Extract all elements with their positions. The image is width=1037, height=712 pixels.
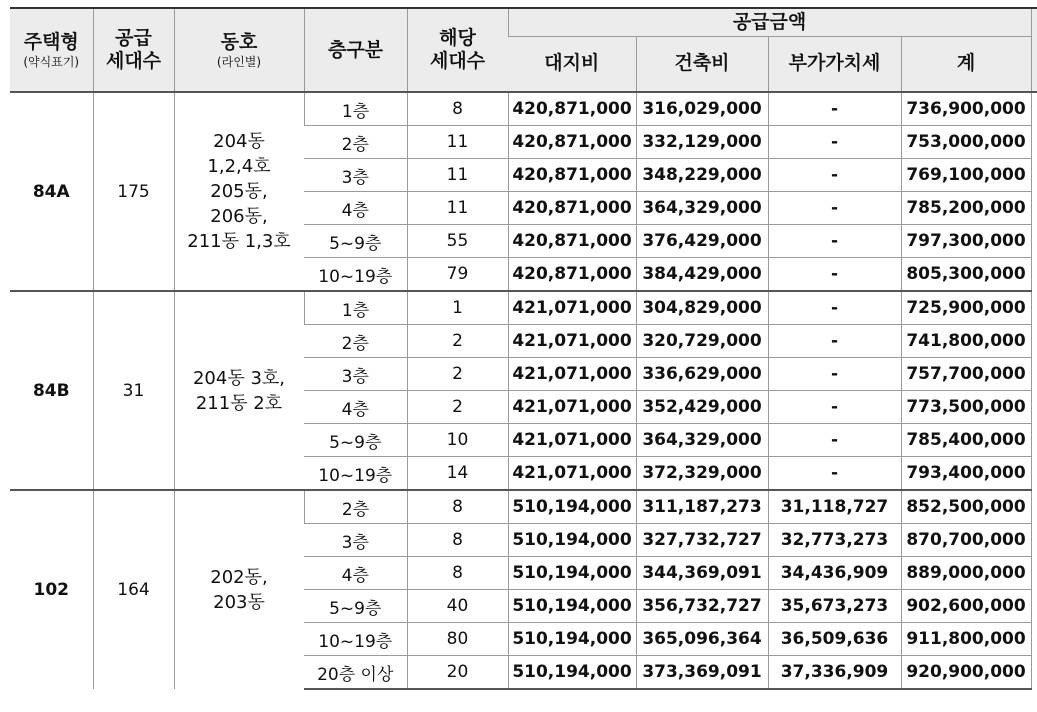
header-floor: 층구분 [304,8,407,92]
header-units-line1: 해당 [439,27,476,49]
header-supply-price: 공급금액 [508,8,1031,36]
land-cell: 510,194,000 [508,590,636,623]
total-cell: 785,400,000 [901,424,1031,457]
vat-cell: 37,336,909 [768,656,901,690]
land-cell: 420,871,000 [508,258,636,292]
units-cell: 11 [407,192,508,225]
vat-cell: - [768,192,901,225]
units-cell: 2 [407,391,508,424]
building-cell: 344,369,091 [636,557,768,590]
units-cell: 8 [407,490,508,524]
vat-cell: - [768,126,901,159]
building-cell: 352,429,000 [636,391,768,424]
header-units [407,8,508,92]
floor-cell: 2층 [304,490,407,524]
total-cell: 753,000,000 [901,126,1031,159]
table-row [10,291,1037,325]
housing-type-cell: 84A [10,92,93,291]
dong-ho-line: 1,2,4호 [207,156,271,177]
building-cell: 372,329,000 [636,457,768,491]
supply-price-table [10,7,1037,690]
dong-ho-line: 211동 1,3호 [187,231,291,252]
building-cell: 365,096,364 [636,623,768,656]
building-cell: 364,329,000 [636,192,768,225]
dong-ho-line: 204동 [213,131,265,152]
header-building-cost: 건축비 [636,36,768,92]
total-cell: 911,800,000 [901,623,1031,656]
land-cell: 510,194,000 [508,557,636,590]
header-edge [1031,8,1037,92]
total-cell: 741,800,000 [901,325,1031,358]
supply-units-cell: 31 [93,291,174,490]
header-total: 계 [901,36,1031,92]
vat-cell: - [768,457,901,491]
land-cell: 421,071,000 [508,457,636,491]
floor-cell: 4층 [304,192,407,225]
table-edge [1031,92,1037,689]
housing-type-cell: 102 [10,490,93,689]
header-supply-line2: 세대수 [105,50,162,72]
vat-cell: - [768,258,901,292]
total-cell: 889,000,000 [901,557,1031,590]
land-cell: 510,194,000 [508,490,636,524]
header-dong-ho-label: 동호 [220,30,258,53]
dong-ho-cell [174,92,304,291]
table-row [10,92,1037,126]
vat-cell: - [768,225,901,258]
building-cell: 327,732,727 [636,524,768,557]
dong-ho-line: 205동, [210,181,268,202]
supply-units-cell: 175 [93,92,174,291]
header-supply-units [93,8,174,92]
vat-cell: - [768,291,901,325]
land-cell: 420,871,000 [508,192,636,225]
floor-cell: 2층 [304,126,407,159]
total-cell: 725,900,000 [901,291,1031,325]
floor-cell: 5~9층 [304,424,407,457]
units-cell: 20 [407,656,508,690]
vat-cell: - [768,358,901,391]
floor-cell: 4층 [304,557,407,590]
floor-cell: 3층 [304,358,407,391]
dong-ho-cell [174,291,304,490]
land-cell: 421,071,000 [508,291,636,325]
floor-cell: 10~19층 [304,258,407,292]
floor-cell: 5~9층 [304,225,407,258]
header-dong-ho [174,8,304,92]
land-cell: 421,071,000 [508,391,636,424]
supply-units-cell: 164 [93,490,174,689]
header-housing-type [10,8,93,92]
floor-cell: 2층 [304,325,407,358]
units-cell: 79 [407,258,508,292]
dong-ho-line: 206동, [210,206,268,227]
header-dong-ho-sub: (라인별) [216,54,262,69]
units-cell: 1 [407,291,508,325]
dong-ho-line: 211동 2호 [195,392,283,414]
units-cell: 10 [407,424,508,457]
header-housing-type-sub: (약식표기) [23,54,80,69]
vat-cell: - [768,391,901,424]
units-cell: 40 [407,590,508,623]
building-cell: 316,029,000 [636,92,768,126]
dong-ho-line: 204동 3호, [192,367,286,389]
land-cell: 420,871,000 [508,159,636,192]
building-cell: 320,729,000 [636,325,768,358]
total-cell: 852,500,000 [901,490,1031,524]
table-row [10,490,1037,524]
total-cell: 769,100,000 [901,159,1031,192]
floor-cell: 3층 [304,524,407,557]
vat-cell: 36,509,636 [768,623,901,656]
vat-cell: 31,118,727 [768,490,901,524]
land-cell: 421,071,000 [508,424,636,457]
header-land-cost: 대지비 [508,36,636,92]
floor-cell: 10~19층 [304,457,407,491]
header-housing-type-label: 주택형 [23,30,79,53]
table-header [10,8,1037,92]
floor-cell: 5~9층 [304,590,407,623]
building-cell: 364,329,000 [636,424,768,457]
floor-cell: 1층 [304,291,407,325]
building-cell: 384,429,000 [636,258,768,292]
dong-ho-line: 203동 [213,592,265,613]
total-cell: 757,700,000 [901,358,1031,391]
header-supply-line1: 공급 [115,27,152,49]
vat-cell: 35,673,273 [768,590,901,623]
land-cell: 510,194,000 [508,656,636,690]
building-cell: 356,732,727 [636,590,768,623]
land-cell: 420,871,000 [508,92,636,126]
units-cell: 14 [407,457,508,491]
vat-cell: 32,773,273 [768,524,901,557]
units-cell: 11 [407,159,508,192]
floor-cell: 1층 [304,92,407,126]
building-cell: 348,229,000 [636,159,768,192]
vat-cell: - [768,159,901,192]
total-cell: 773,500,000 [901,391,1031,424]
building-cell: 373,369,091 [636,656,768,690]
units-cell: 11 [407,126,508,159]
units-cell: 55 [407,225,508,258]
building-cell: 376,429,000 [636,225,768,258]
housing-type-cell: 84B [10,291,93,490]
total-cell: 785,200,000 [901,192,1031,225]
table-body [10,92,1037,689]
land-cell: 510,194,000 [508,524,636,557]
units-cell: 2 [407,325,508,358]
total-cell: 902,600,000 [901,590,1031,623]
vat-cell: 34,436,909 [768,557,901,590]
units-cell: 8 [407,92,508,126]
dong-ho-cell [174,490,304,689]
header-units-line2: 세대수 [429,50,486,72]
total-cell: 870,700,000 [901,524,1031,557]
land-cell: 420,871,000 [508,126,636,159]
land-cell: 420,871,000 [508,225,636,258]
total-cell: 736,900,000 [901,92,1031,126]
units-cell: 8 [407,524,508,557]
total-cell: 920,900,000 [901,656,1031,690]
floor-cell: 10~19층 [304,623,407,656]
units-cell: 8 [407,557,508,590]
total-cell: 797,300,000 [901,225,1031,258]
building-cell: 311,187,273 [636,490,768,524]
vat-cell: - [768,92,901,126]
building-cell: 304,829,000 [636,291,768,325]
vat-cell: - [768,424,901,457]
vat-cell: - [768,325,901,358]
building-cell: 332,129,000 [636,126,768,159]
dong-ho-line: 202동, [210,567,268,588]
floor-cell: 4층 [304,391,407,424]
total-cell: 793,400,000 [901,457,1031,491]
total-cell: 805,300,000 [901,258,1031,292]
land-cell: 421,071,000 [508,325,636,358]
units-cell: 2 [407,358,508,391]
land-cell: 421,071,000 [508,358,636,391]
land-cell: 510,194,000 [508,623,636,656]
header-vat: 부가가치세 [768,36,901,92]
units-cell: 80 [407,623,508,656]
floor-cell: 3층 [304,159,407,192]
building-cell: 336,629,000 [636,358,768,391]
floor-cell: 20층 이상 [304,656,407,690]
